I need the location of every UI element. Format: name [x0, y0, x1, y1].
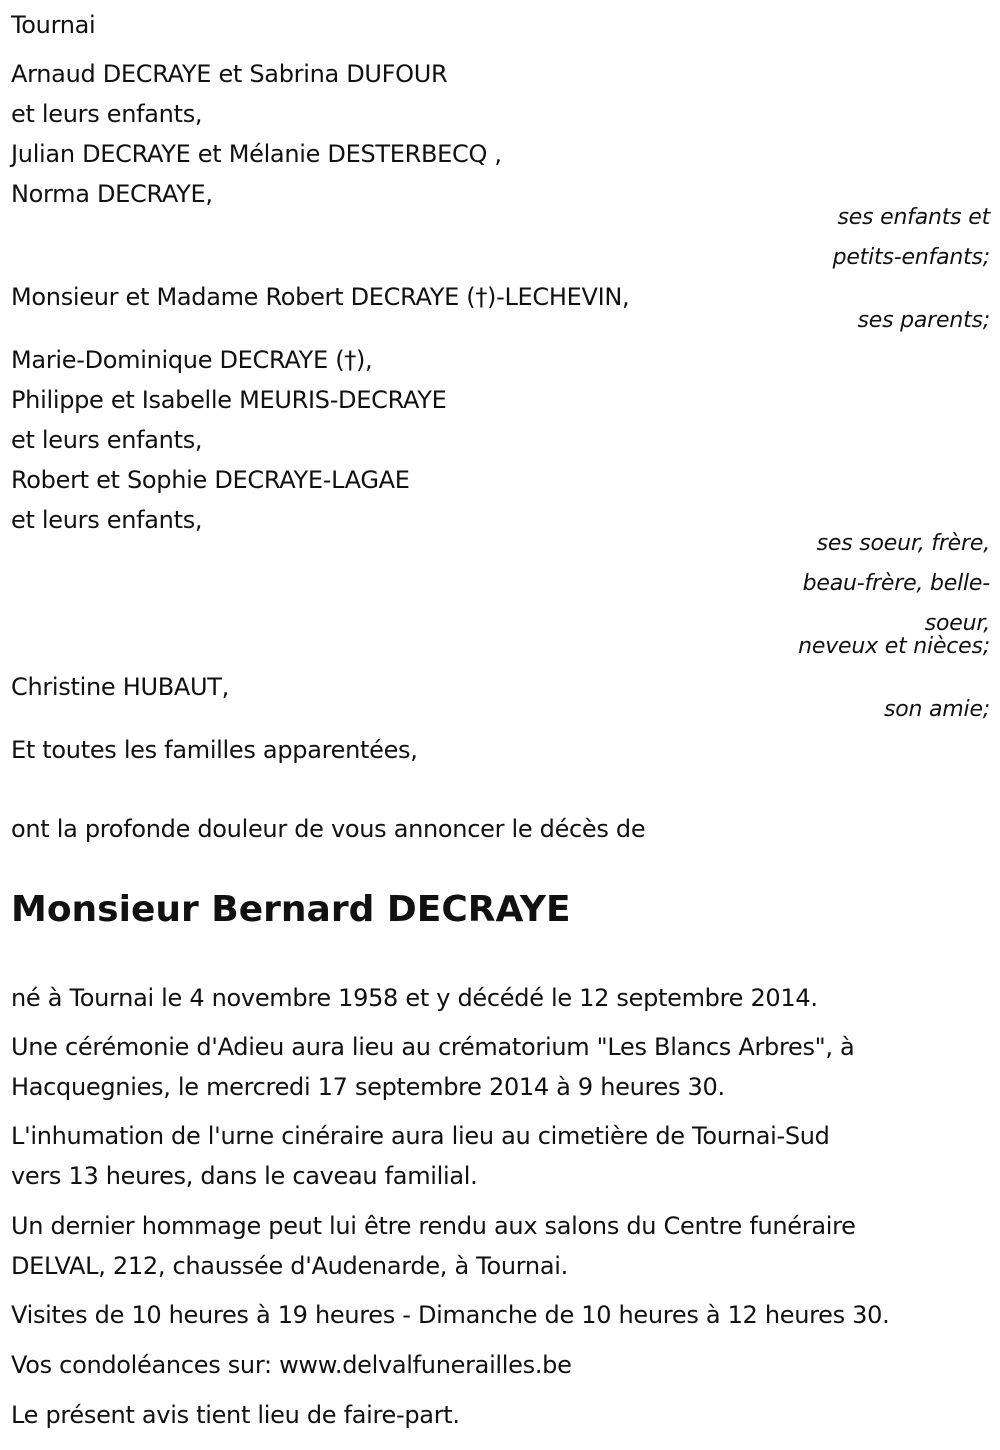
- relation-label: petits-enfants;: [832, 245, 990, 270]
- family-member-line: Arnaud DECRAYE et Sabrina DUFOUR: [11, 60, 448, 88]
- relation-label: ses enfants et: [837, 205, 990, 230]
- tribute-line: Un dernier hommage peut lui être rendu aux salons du Centre funéraire: [11, 1212, 856, 1240]
- extended-family-line: Et toutes les familles apparentées,: [11, 736, 418, 764]
- condolences-line: Vos condoléances sur: www.delvalfunerailles.be: [11, 1351, 572, 1379]
- family-member-line: Julian DECRAYE et Mélanie DESTERBECQ ,: [11, 140, 502, 168]
- announcement-text: ont la profonde douleur de vous annoncer le décès de: [11, 815, 646, 843]
- family-member-line: et leurs enfants,: [11, 426, 203, 454]
- family-member-line: Philippe et Isabelle MEURIS-DECRAYE: [11, 386, 447, 414]
- relation-label: soeur,: [924, 611, 990, 636]
- ceremony-line: Hacquegnies, le mercredi 17 septembre 2014 à 9 heures 30.: [11, 1073, 725, 1101]
- family-member-line: et leurs enfants,: [11, 506, 203, 534]
- inhumation-line: L'inhumation de l'urne cinéraire aura lieu au cimetière de Tournai-Sud: [11, 1122, 830, 1150]
- deceased-name: Monsieur Bernard DECRAYE: [11, 889, 571, 930]
- family-member-line: Christine HUBAUT,: [11, 673, 229, 701]
- birth-death-line: né à Tournai le 4 novembre 1958 et y décédé le 12 septembre 2014.: [11, 984, 818, 1012]
- family-member-line: Norma DECRAYE,: [11, 180, 213, 208]
- relation-label: ses parents;: [857, 308, 990, 333]
- closing-line: Le présent avis tient lieu de faire-part.: [11, 1401, 460, 1429]
- ceremony-line: Une cérémonie d'Adieu aura lieu au crématorium "Les Blancs Arbres", à: [11, 1033, 855, 1061]
- visiting-hours-line: Visites de 10 heures à 19 heures - Dimanche de 10 heures à 12 heures 30.: [11, 1301, 890, 1329]
- family-member-line: Robert et Sophie DECRAYE-LAGAE: [11, 466, 410, 494]
- relation-label: son amie;: [883, 697, 990, 722]
- tribute-line: DELVAL, 212, chaussée d'Audenarde, à Tournai.: [11, 1252, 568, 1280]
- relation-label: neveux et nièces;: [798, 634, 990, 659]
- family-member-line: Monsieur et Madame Robert DECRAYE (†)-LECHEVIN,: [11, 283, 630, 311]
- family-member-line: et leurs enfants,: [11, 100, 203, 128]
- inhumation-line: vers 13 heures, dans le caveau familial.: [11, 1162, 478, 1190]
- family-member-line: Marie-Dominique DECRAYE (†),: [11, 346, 373, 374]
- relation-label: ses soeur, frère,: [816, 531, 990, 556]
- relation-label: beau-frère, belle-: [802, 571, 990, 596]
- location: Tournai: [11, 11, 96, 39]
